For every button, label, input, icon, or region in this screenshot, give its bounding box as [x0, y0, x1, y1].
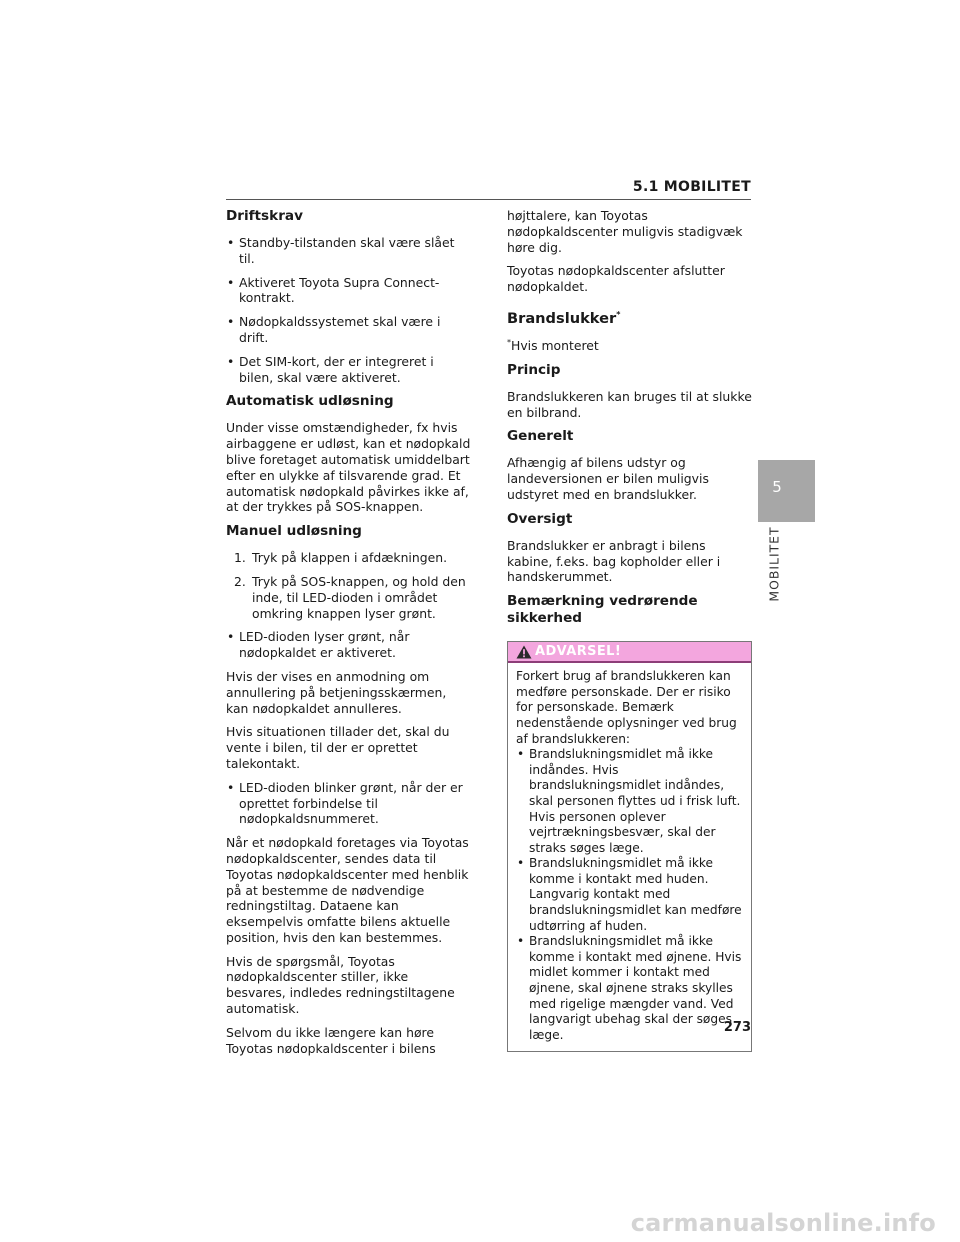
step-number: 2.: [234, 573, 246, 589]
heading-text: Brandslukker: [507, 309, 617, 327]
watermark: carmanualsonline.info: [630, 1209, 936, 1237]
list-item: • Aktiveret Toyota Supra Connect-kontrakt.: [226, 275, 471, 307]
list-item: • Standby-tilstanden skal være slået til.: [226, 235, 471, 267]
list-item: • Nødopkaldssystemet skal være i drift.: [226, 314, 471, 346]
paragraph-hear-start: Selvom du ikke længere kan høre Toyotas nødopkaldscenter i bilens: [226, 1024, 436, 1056]
section-title: 5.1 MOBILITET: [632, 179, 751, 195]
heading-oversigt: Oversigt: [507, 510, 573, 527]
list-item: • LED-dioden blinker grønt, når der er oprettet forbindelse til nødopkaldsnummeret.: [226, 780, 471, 827]
heading-generelt: Generelt: [507, 428, 574, 445]
led-list: [226, 629, 471, 661]
step-item: [226, 574, 471, 621]
footnote-marker: *: [616, 310, 621, 320]
right-column: [507, 208, 752, 1052]
warning-header: [508, 642, 751, 663]
warning-title: ADVARSEL!: [535, 643, 622, 659]
requirements-list: [226, 235, 471, 385]
step-number: 1.: [234, 550, 246, 566]
heading-manuel: Manuel udløsning: [226, 523, 362, 540]
heading-safety: Bemærkning vedrørende sikkerhed: [507, 593, 698, 627]
warning-intro: Forkert brug af brandslukkeren kan medføre personskade. Der er risiko for personskade. Bemærk nedenstående oplysninger ved brug af brandslukkeren:: [516, 669, 737, 746]
left-column: [226, 208, 471, 1064]
warning-item: • Brandslukningsmidlet må ikke komme i kontakt med huden. Langvarig kontakt med brandslukningsmidlet kan medføre udtørring af huden.: [516, 856, 743, 934]
warning-body: [508, 663, 751, 1051]
footnote: [507, 338, 752, 354]
paragraph-oversigt: Brandslukker er anbragt i bilens kabine, f.eks. bag kopholder eller i handskerummet.: [507, 537, 721, 585]
list-item: • Det SIM-kort, der er integreret i bilen, skal være aktiveret.: [226, 354, 471, 386]
paragraph-questions: Hvis de spørgsmål, Toyotas nødopkaldscenter stiller, ikke besvares, indledes redningstiltagene automatisk.: [226, 953, 455, 1017]
warning-box: [507, 641, 752, 1052]
footnote-text: Hvis monteret: [511, 337, 599, 353]
paragraph-automatic: Under visse omstændigheder, fx hvis airbaggene er udløst, kan et nødopkald blive foretaget automatisk umiddelbart efter en ulykke af tilsvarende grad. Et automatisk nødopkald påvirkes ikke af, at der trykkes på SOS-knappen.: [226, 420, 471, 515]
page-number: 273: [723, 1020, 751, 1035]
warning-item: • Brandslukningsmidlet må ikke indåndes. Hvis brandslukningsmidlet indåndes, skal personen flyttes ud i frisk luft. Hvis personen oplever vejrtrækningsbesvær, skal der straks søges læge.: [516, 747, 743, 856]
footnote-marker: *: [507, 337, 511, 347]
paragraph-princip: Brandslukkeren kan bruges til at slukke en bilbrand.: [507, 388, 752, 420]
heading-automatisk: Automatisk udløsning: [226, 393, 394, 410]
header-rule: [226, 199, 751, 200]
paragraph-generelt: Afhængig af bilens udstyr og landeversionen er bilen muligvis udstyret med en brandslukker.: [507, 455, 709, 502]
led-blink-list: [226, 780, 471, 827]
chapter-label: [763, 526, 785, 602]
step-item: [226, 550, 471, 566]
heading-brandslukker: [507, 309, 752, 328]
step-text: Tryk på klappen i afdækningen.: [252, 550, 448, 566]
paragraph-wait: Hvis situationen tillader det, skal du vente i bilen, til der er oprettet talekontakt.: [226, 724, 450, 771]
warning-triangle-icon: [516, 645, 532, 659]
warning-item: • Brandslukningsmidlet må ikke komme i kontakt med øjnene. Hvis midlet kommer i kontakt med øjnene, skal øjnene straks skylles med rigelige mængder vand. Ved langvarigt ubehag skal der søges læge.: [516, 934, 743, 1043]
list-item: • LED-dioden lyser grønt, når nødopkaldet er aktiveret.: [226, 629, 471, 661]
step-text: Tryk på SOS-knappen, og hold den inde, til LED-dioden i området omkring knappen lyser grønt.: [252, 573, 466, 621]
paragraph-hear-end: højttalere, kan Toyotas nødopkaldscenter muligvis stadigvæk høre dig.: [507, 208, 743, 255]
heading-princip: Princip: [507, 361, 561, 378]
chapter-tab: [758, 460, 815, 522]
paragraph-cancel: Hvis der vises en anmodning om annullering på betjeningsskærmen, kan nødopkaldet annulleres.: [226, 668, 447, 716]
steps-list: [226, 550, 471, 621]
heading-driftskrav: Driftskrav: [226, 208, 303, 224]
chapter-number: 5: [772, 478, 782, 496]
paragraph-end: Toyotas nødopkaldscenter afslutter nødopkaldet.: [507, 263, 725, 295]
paragraph-data: Når et nødopkald foretages via Toyotas nødopkaldscenter, sendes data til Toyotas nødopkaldscenter med henblik på at bestemme de nødvendige redningstiltag. Dataene kan eksempelvis omfatte bilens aktuelle position, hvis den kan bestemmes.: [226, 835, 469, 945]
chapter-label-text: MOBILITET: [766, 526, 782, 602]
